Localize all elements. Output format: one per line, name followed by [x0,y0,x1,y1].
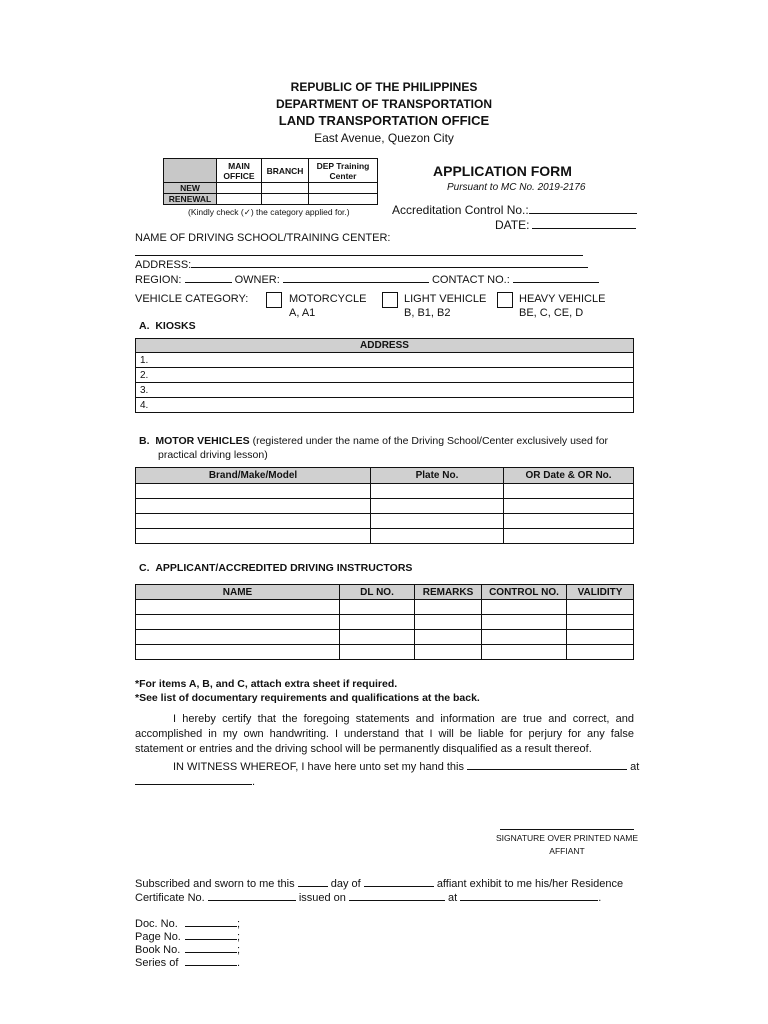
section-a-letter: A. [139,320,150,332]
light-vehicle-checkbox[interactable] [382,292,398,308]
section-c-title: APPLICANT/ACCREDITED DRIVING INSTRUCTORS [155,562,413,574]
instructor-table [135,584,634,660]
signature-caption: SIGNATURE OVER PRINTED NAME [496,833,638,843]
section-b-desc-1: (registered under the name of the Driving School/Center exclusively used for [252,435,609,447]
table-cell[interactable] [415,600,482,615]
note-extra-sheet: *For items A, B, and C, attach extra sheet if required. [135,678,398,690]
book-no-field: Book No. ; [135,941,240,956]
category-branch-header: BRANCH [262,159,309,183]
address-input[interactable] [191,256,588,268]
form-subtitle: Pursuant to MC No. 2019-2176 [447,182,586,193]
table-cell[interactable] [482,600,567,615]
witness-at-label: at [630,761,640,773]
control-no-input[interactable] [529,202,637,214]
table-row [136,499,634,514]
doc-no-label: Doc. No. [135,918,178,930]
date-input[interactable] [532,217,636,229]
heavy-vehicle-checkbox[interactable] [497,292,513,308]
table-row [136,529,634,544]
header-agency: LAND TRANSPORTATION OFFICE [278,113,490,128]
category-table [163,158,378,205]
jurat-day-input[interactable] [298,875,328,887]
kiosk-table [135,338,634,413]
table-cell[interactable] [136,484,371,499]
header-department: DEPARTMENT OF TRANSPORTATION [276,97,492,111]
jurat-at-text: at [448,892,458,904]
table-cell[interactable] [504,514,634,529]
table-cell[interactable] [504,529,634,544]
doc-no-input[interactable] [185,915,237,927]
series-label: Series of [135,957,179,969]
table-cell[interactable] [340,645,415,660]
doc-no-field: Doc. No. ; [135,915,240,930]
section-b-desc-2: practical driving lesson) [158,449,268,461]
witness-place-input[interactable] [135,773,252,785]
jurat-exhibit-text: affiant exhibit to me his/her Residence [436,878,624,890]
kiosk-address-header: ADDRESS [136,339,634,353]
table-row [136,630,634,645]
jurat-line-2 [135,889,601,904]
category-note: (Kindly check (✓) the category applied for.) [188,207,350,217]
section-a-title: KIOSKS [155,320,196,332]
signature-line[interactable] [500,829,634,830]
motorcycle-codes: A, A1 [289,307,316,319]
instructor-name-header: NAME [136,585,340,600]
category-renewal-dep-checkbox[interactable] [309,194,378,205]
category-main-office-header: MAIN OFFICE [217,159,262,183]
jurat-day-of-text: day of [330,878,361,890]
heavy-vehicle-codes: BE, C, CE, D [519,307,584,319]
category-renewal-label: RENEWAL [164,194,217,205]
kiosk-row-3[interactable]: 3. [136,383,634,398]
table-cell[interactable] [482,615,567,630]
table-cell[interactable] [415,645,482,660]
table-cell[interactable] [504,499,634,514]
category-corner [164,159,217,183]
period: . [598,892,602,904]
mv-plate-header: Plate No. [371,468,504,484]
header-republic: REPUBLIC OF THE PHILIPPINES [290,80,478,94]
section-b-letter: B. [139,435,150,447]
witness-text: IN WITNESS WHEREOF, I have here unto set my hand this [173,761,464,773]
instructor-control-header: CONTROL NO. [482,585,567,600]
table-cell[interactable] [371,484,504,499]
table-cell[interactable] [371,514,504,529]
kiosk-row-1[interactable]: 1. [136,353,634,368]
instructor-dl-header: DL NO. [340,585,415,600]
table-row [136,484,634,499]
category-new-main-checkbox[interactable] [217,183,262,194]
page-no-label: Page No. [135,931,181,943]
table-cell[interactable] [136,600,340,615]
table-cell[interactable] [415,615,482,630]
certification-paragraph: I hereby certify that the foregoing statements and information are true and correct, and accomplished in my own handwriting. I understand that I will be liable for perjury for any false statement or entries and the driving school will be permanently disqualified as a result thereof. [135,713,634,755]
table-cell[interactable] [136,645,340,660]
jurat-month-input[interactable] [364,875,434,887]
jurat-cert-input[interactable] [208,889,296,901]
header-address: East Avenue, Quezon City [314,131,454,145]
light-vehicle-codes: B, B1, B2 [404,307,451,319]
owner-label: OWNER: [234,274,280,286]
table-cell[interactable] [340,630,415,645]
heavy-vehicle-name: HEAVY VEHICLE [519,293,606,305]
table-cell[interactable] [136,514,371,529]
table-row [136,645,634,660]
address-field [135,256,588,271]
table-cell[interactable] [136,499,371,514]
jurat-line-1 [135,875,623,890]
page-no-field: Page No. ; [135,928,240,943]
jurat-place-input[interactable] [460,889,598,901]
school-name-label: NAME OF DRIVING SCHOOL/TRAINING CENTER: [135,232,391,244]
jurat-cert-text: Certificate No. [135,892,205,904]
region-owner-contact-row [135,271,599,286]
table-row [136,514,634,529]
table-cell[interactable] [136,529,371,544]
table-cell[interactable] [567,600,634,615]
section-c-letter: C. [139,562,150,574]
witness-date-input[interactable] [467,758,627,770]
table-cell[interactable] [340,615,415,630]
table-cell[interactable] [504,484,634,499]
note-requirements: *See list of documentary requirements and qualifications at the back. [135,692,480,704]
jurat-issued-input[interactable] [349,889,445,901]
motorcycle-checkbox[interactable] [266,292,282,308]
address-label: ADDRESS: [135,259,192,271]
table-row [136,600,634,615]
jurat-sworn-text: Subscribed and sworn to me this [135,878,295,890]
series-input[interactable] [185,954,237,966]
category-dep-header: DEP Training Center [309,159,378,183]
table-cell[interactable] [136,615,340,630]
table-cell[interactable] [415,630,482,645]
table-cell[interactable] [136,630,340,645]
table-cell[interactable] [371,529,504,544]
instructor-validity-header: VALIDITY [567,585,634,600]
series-field: Series of . [135,954,240,969]
instructor-remarks-header: REMARKS [415,585,482,600]
table-row [136,615,634,630]
light-vehicle-name: LIGHT VEHICLE [404,293,487,305]
witness-line [173,758,639,773]
table-cell[interactable] [567,645,634,660]
table-cell[interactable] [371,499,504,514]
date-label: DATE: [495,218,530,232]
table-cell[interactable] [482,645,567,660]
motor-vehicle-table [135,467,634,544]
category-new-branch-checkbox[interactable] [262,183,309,194]
kiosk-row-4[interactable]: 4. [136,398,634,413]
witness-place-field [135,773,255,788]
vehicle-category-label: VEHICLE CATEGORY: [135,293,249,305]
region-input[interactable] [185,271,232,283]
owner-input[interactable] [283,271,429,283]
period: . [252,776,256,788]
category-new-label: NEW [164,183,217,194]
category-renewal-branch-checkbox[interactable] [262,194,309,205]
contact-label: CONTACT NO.: [431,274,510,286]
book-no-input[interactable] [185,941,237,953]
category-renewal-main-checkbox[interactable] [217,194,262,205]
control-no-label: Accreditation Control No.: [392,203,529,217]
control-no-field [392,202,637,217]
table-cell[interactable] [340,600,415,615]
book-no-label: Book No. [135,944,181,956]
table-cell[interactable] [567,630,634,645]
mv-or-header: OR Date & OR No. [504,468,634,484]
form-title: APPLICATION FORM [433,163,572,179]
category-new-dep-checkbox[interactable] [309,183,378,194]
affiant-caption: AFFIANT [549,846,585,856]
date-field [495,217,636,232]
contact-input[interactable] [513,271,599,283]
table-cell[interactable] [567,615,634,630]
mv-brand-header: Brand/Make/Model [136,468,371,484]
section-c-heading [139,562,412,574]
table-cell[interactable] [482,630,567,645]
kiosk-row-2[interactable]: 2. [136,368,634,383]
jurat-issued-text: issued on [298,892,346,904]
section-a-heading [139,320,196,332]
motorcycle-name: MOTORCYCLE [289,293,367,305]
section-b-heading [139,434,634,462]
section-b-title: MOTOR VEHICLES [155,435,250,447]
region-label: REGION: [135,274,182,286]
page-no-input[interactable] [185,928,237,940]
